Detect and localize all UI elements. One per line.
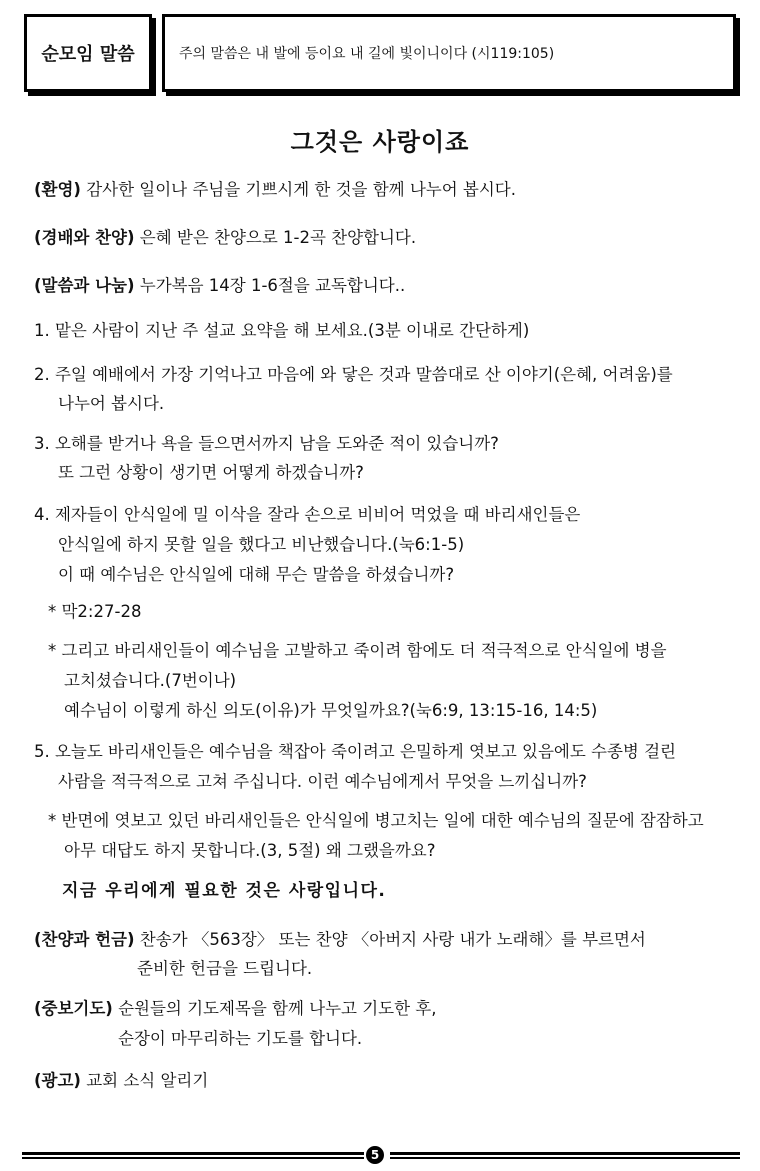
- question-4-line-2: 안식일에 하지 못할 일을 했다고 비난했습니다.(눅6:1-5): [58, 535, 465, 554]
- question-4-line-1: 4. 제자들이 안식일에 밀 이삭을 잘라 손으로 비비어 먹었을 때 바리새인들은: [34, 505, 581, 524]
- question-2-line-1: 2. 주일 예배에서 가장 기억나고 마음에 와 닿은 것과 말씀대로 산 이야기(은혜, 어려움)를: [34, 365, 673, 384]
- offering-text: 찬송가 〈563장〉 또는 찬양 〈아버지 사랑 내가 노래해〉를 부르면서: [134, 930, 646, 949]
- word-label: (말씀과 나눔): [34, 276, 135, 295]
- offering-line: [34, 929, 646, 951]
- prayer-line: [34, 998, 436, 1020]
- note-3-line-1: * 반면에 엿보고 있던 바리새인들은 안식일에 병고치는 일에 대한 예수님의 질문에 잠잠하고: [48, 811, 704, 830]
- page-title: 그것은 사랑이죠: [290, 128, 470, 156]
- ads-label: (광고): [34, 1071, 81, 1090]
- offering-line-2: 준비한 헌금을 드립니다.: [137, 959, 313, 978]
- header-label-box: [24, 14, 152, 92]
- worship-label: (경배와 찬양): [34, 228, 135, 247]
- prayer-label: (중보기도): [34, 999, 113, 1018]
- question-3-line-1: 3. 오해를 받거나 욕을 들으면서까지 남을 도와준 적이 있습니까?: [34, 434, 499, 453]
- ads-text: 교회 소식 알리기: [80, 1071, 209, 1090]
- emphasis-statement: 지금 우리에게 필요한 것은 사랑입니다.: [62, 881, 387, 901]
- note-2-line-1: * 그리고 바리새인들이 예수님을 고발하고 죽이려 함에도 더 적극적으로 안식일에 병을: [48, 641, 667, 660]
- header-label: 순모임 말씀: [41, 44, 135, 65]
- footer-rule-right: [390, 1152, 740, 1159]
- worship-text: 은혜 받은 찬양으로 1-2곡 찬양합니다.: [134, 228, 417, 247]
- page-number: 5: [366, 1146, 384, 1164]
- note-3-line-2: 아무 대답도 하지 못합니다.(3, 5절) 왜 그랬을까요?: [64, 841, 436, 860]
- question-5-line-2: 사람을 적극적으로 고쳐 주십니다. 이런 예수님에게서 무엇을 느끼십니까?: [58, 772, 587, 791]
- welcome-label: (환영): [34, 180, 81, 199]
- note-2-line-3: 예수님이 이렇게 하신 의도(이유)가 무엇일까요?(눅6:9, 13:15-16, 14:5): [64, 701, 598, 720]
- header-verse: 주의 말씀은 내 발에 등이요 내 길에 빛이니이다 (시119:105): [179, 46, 555, 62]
- word-line: [34, 275, 405, 297]
- prayer-text: 순원들의 기도제목을 함께 나누고 기도한 후,: [112, 999, 437, 1018]
- offering-label: (찬양과 헌금): [34, 930, 135, 949]
- question-1: 1. 맡은 사람이 지난 주 설교 요약을 해 보세요.(3분 이내로 간단하게): [34, 321, 530, 340]
- worship-line: [34, 227, 416, 249]
- note-2-line-2: 고치셨습니다.(7번이나): [64, 671, 237, 690]
- welcome-text: 감사한 일이나 주님을 기쁘시게 한 것을 함께 나누어 봅시다.: [80, 180, 516, 199]
- question-2-line-2: 나누어 봅시다.: [58, 394, 165, 413]
- header-verse-box: [162, 14, 736, 92]
- note-1: * 막2:27-28: [48, 602, 142, 621]
- ads-line: [34, 1070, 208, 1092]
- footer-rule-left: [22, 1152, 364, 1159]
- welcome-line: [34, 179, 516, 201]
- question-3-line-2: 또 그런 상황이 생기면 어떻게 하겠습니까?: [58, 463, 364, 482]
- prayer-line-2: 순장이 마무리하는 기도를 합니다.: [118, 1029, 363, 1048]
- question-4-line-3: 이 때 예수님은 안식일에 대해 무슨 말씀을 하셨습니까?: [58, 565, 455, 584]
- word-text: 누가복음 14장 1-6절을 교독합니다..: [134, 276, 406, 295]
- question-5-line-1: 5. 오늘도 바리새인들은 예수님을 책잡아 죽이려고 은밀하게 엿보고 있음에도 수종병 걸린: [34, 742, 676, 761]
